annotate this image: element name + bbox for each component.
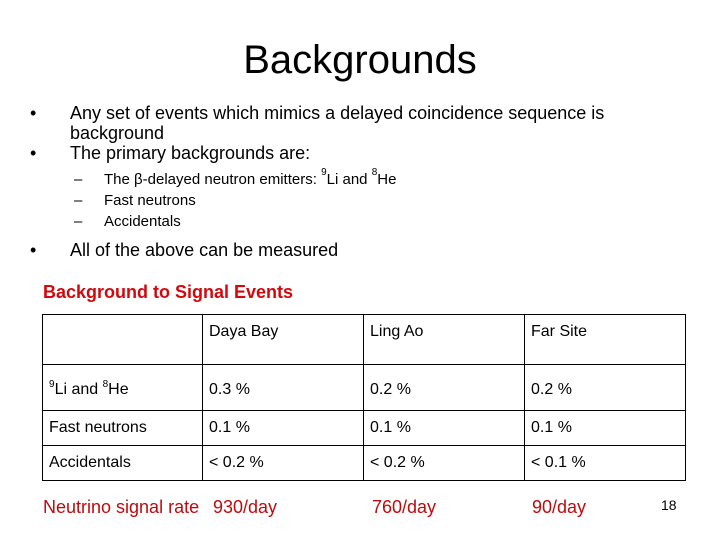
bullet-dot-icon: • (30, 240, 37, 260)
table-cell: 0.1 % (364, 410, 525, 445)
dash-icon: – (74, 192, 83, 209)
background-table (42, 314, 686, 481)
signal-rate-value: 930/day (213, 497, 278, 517)
table-cell: 0.3 % (203, 364, 364, 410)
table-row (43, 410, 686, 445)
table-header-cell: Far Site (525, 315, 686, 365)
bullet-text: All of the above can be measured (70, 240, 339, 260)
bullet-item (26, 103, 696, 143)
table-cell: 0.2 % (364, 364, 525, 410)
bullet-text: The primary backgrounds are: (70, 143, 311, 163)
bullet-text: Any set of events which mimics a delayed coincidence sequence is background (70, 103, 605, 143)
table-header-cell: Daya Bay (203, 315, 364, 365)
sub-bullet-item: – Fast neutrons (74, 192, 196, 209)
bullet-item (26, 143, 696, 163)
sub-bullet-item: – Accidentals (74, 213, 181, 230)
table-row-label: Accidentals (43, 445, 203, 480)
signal-rate-label: Neutrino signal rate (43, 497, 200, 517)
signal-rate-value: 90/day (532, 497, 587, 517)
table-cell: < 0.2 % (203, 445, 364, 480)
table-header-cell (43, 315, 203, 365)
table-row (43, 364, 686, 410)
sub-bullet-item: – The β-delayed neutron emitters: $^9$Li and $^8$He (74, 167, 397, 188)
dash-icon: – (74, 171, 83, 188)
signal-rate-value: 760/day (372, 497, 437, 517)
section-title: Background to Signal Events (43, 282, 294, 302)
table-header-row (43, 315, 686, 365)
bullet-dot-icon: • (30, 103, 37, 123)
table-cell: < 0.1 % (525, 445, 686, 480)
table-row (43, 445, 686, 480)
dash-icon: – (74, 213, 83, 230)
table-cell: 0.1 % (203, 410, 364, 445)
bullet-dot-icon: • (30, 143, 37, 163)
sub-bullet-list (74, 169, 696, 232)
table-row-label: $^9$Li and $^8$He (43, 364, 203, 410)
table-header-cell: Ling Ao (364, 315, 525, 365)
bullet-list (26, 103, 696, 260)
slide-title: Backgrounds (243, 38, 477, 82)
table-cell: < 0.2 % (364, 445, 525, 480)
bullet-item (26, 240, 696, 260)
table-row-label: Fast neutrons (43, 410, 203, 445)
page-number: 18 (661, 497, 677, 513)
table-cell: 0.1 % (525, 410, 686, 445)
table-cell: 0.2 % (525, 364, 686, 410)
